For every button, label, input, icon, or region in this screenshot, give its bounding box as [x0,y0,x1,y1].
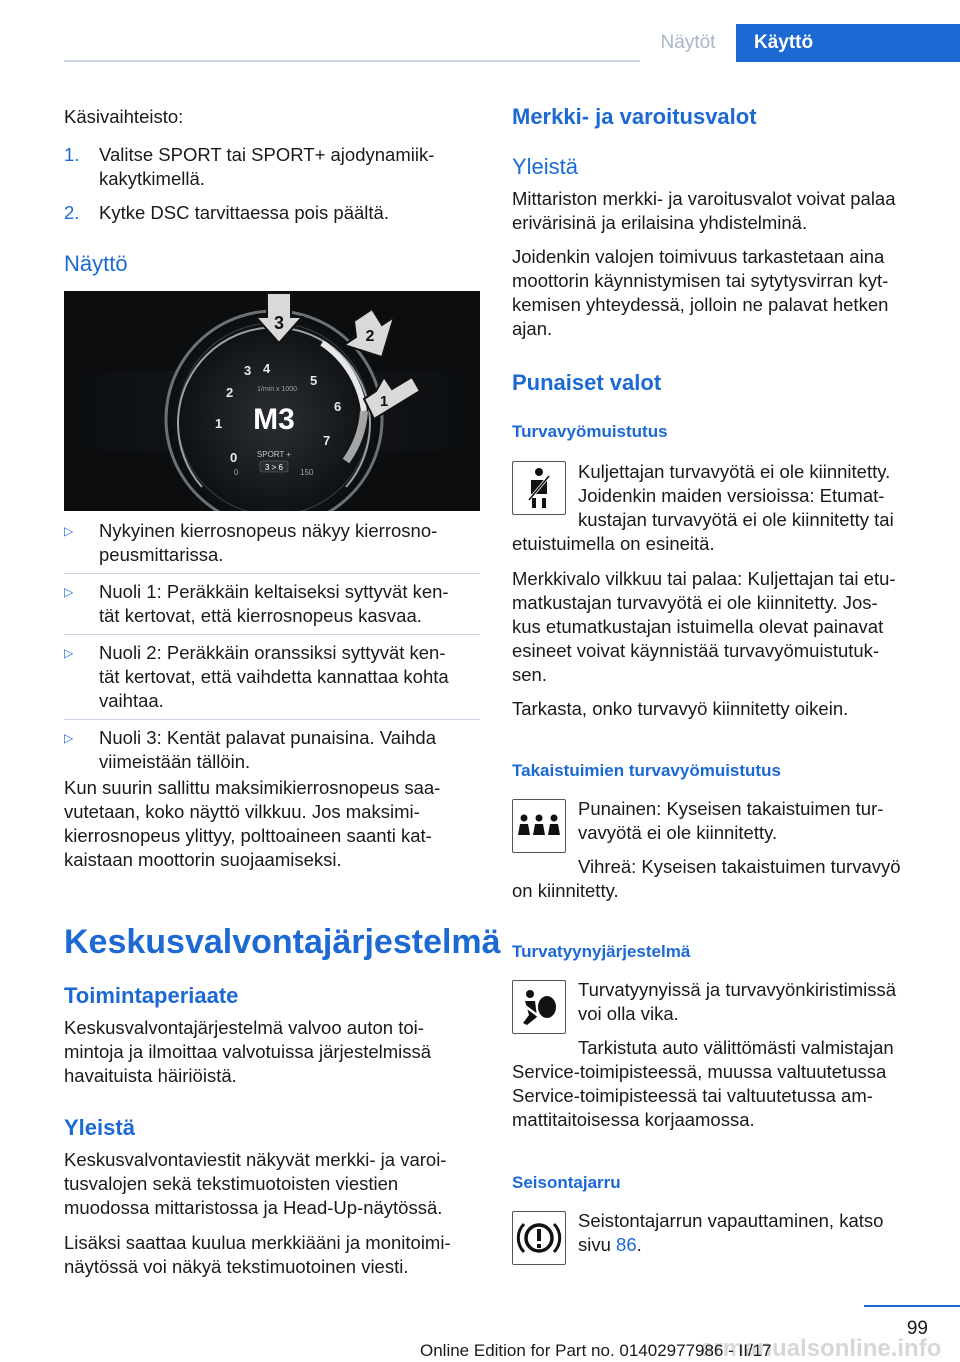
right-general-heading: Yleistä [512,154,579,179]
list-item: ▷ Nykyinen kierrosnopeus näkyy kierrosno‐ peusmittarissa. [64,520,438,565]
lights-paragraph-1: Mittariston merkki- ja varoitusvalot voivat palaa erivärisinä ja erilaisina yhdistelminä. [512,188,896,233]
seatbelt-paragraph: Merkkivalo vilkkuu tai palaa: Kuljettajan tai etu‐ matkustajan turvavyötä ei ole kiinnitetty. Jos‐ kus etumatkustajan istuimella olevat painavat esineet voivat käynnistää turvavyömuistutuk‐ sen. [512,568,896,685]
section-title: Keskusvalvontajärjestelmä [64,923,501,961]
seatbelt-description: Kuljettajan turvavyötä ei ole kiinnitetty. Joidenkin maiden versioissa: Etumat‐ kustajan turvavyötä ei ole kiinnitetty tai [578,461,894,530]
principle-heading: Toimintaperiaate [64,983,239,1008]
tick-label: 6 [334,399,342,414]
rear-red-description: Punainen: Kyseisen takaistuimen tur‐ vavyötä ei ole kiinnitetty. [578,798,884,843]
lights-paragraph-2: Joidenkin valojen toimivuus tarkastetaan aina moottorin käynnistymisen tai sytytysvirran kyt‐ kemisen yhteydessä, jolloin ne palavat hetken ajan. [512,246,889,339]
tab-kaytto[interactable]: Käyttö [736,24,960,62]
step-number: 1. [64,144,80,165]
seatbelt-warning-icon [512,461,566,515]
triangle-bullet-icon: ▷ [64,585,74,599]
parking-brake-heading: Seisontajarru [512,1173,621,1192]
watermark: armanualsonline.info [700,1335,942,1362]
parking-brake-icon [512,1211,566,1265]
arrow-label: 1 [379,393,389,410]
rear-green-description: Vihreä: Kyseisen takaistuimen turvavyö [578,856,901,877]
list-item: ▷ Nuoli 2: Peräkkäin oranssiksi syttyvät ken‐ tät kertovat, että vaihdetta kannattaa kohta vaihtaa. [64,642,449,711]
tick-label: 7 [323,433,331,448]
tick-label: 3 [244,363,252,378]
rear-green-description-wrap: on kiinnitetty. [512,880,619,901]
manual-gearbox-label: Käsivaihteisto: [64,106,184,127]
triangle-bullet-icon: ▷ [64,524,74,538]
general-paragraph-2: Lisäksi saattaa kuulua merkkiääni ja monitoimi‐ näytössä voi näkyä tekstimuotoinen viesti. [64,1232,451,1277]
general-heading: Yleistä [64,1115,135,1140]
edition-line: Online Edition for Part no. 01402977986 - II/17 [420,1341,772,1360]
airbag-description: Turvatyynyissä ja turvavyönkiristimissä voi olla vika. [578,979,897,1024]
airbag-service: Tarkistuta auto välittömästi valmistajan [578,1037,894,1058]
step-text: Kytke DSC tarvittaessa pois päältä. [99,202,389,223]
tick-label: 5 [310,373,318,388]
rear-seatbelt-icon [512,799,566,853]
speed-max: 150 [300,468,314,477]
max-rpm-paragraph: Kun suurin sallittu maksimikierrosnopeus saa‐ vutetaan, koko näyttö vilkkuu. Jos maksimi‐ kierrosnopeus ylittyy, polttoaineen saanti kat‐ kaistaan moottorin suojaamiseksi. [64,777,441,870]
parking-brake-ref: sivu 86. [578,1234,642,1255]
shift-hint: 3 > 6 [264,463,284,472]
bullet-list [64,519,480,774]
triangle-bullet-icon: ▷ [64,646,74,660]
seatbelt-heading: Turvavyömuistutus [512,422,668,441]
page-number: 99 [906,1318,928,1339]
tick-label: 0 [230,450,238,465]
seatbelt-description-wrap: etuistuimella on esineitä. [512,533,715,554]
tachometer-figure [64,291,480,511]
rpm-unit: 1/min x 1000 [257,386,298,393]
list-item: ▷ Nuoli 3: Kentät palavat punaisina. Vaihda viimeistään tällöin. [64,727,437,772]
arrow-label: 2 [365,328,375,345]
parking-brake-text: Seistontajarrun vapauttaminen, katso [578,1210,884,1231]
tick-label: 2 [226,385,234,400]
step-1 [64,143,480,191]
drive-mode: SPORT + [256,450,292,459]
speed-min: 0 [234,468,239,477]
airbag-warning-icon [512,980,566,1034]
display-heading: Näyttö [64,251,128,276]
gear-indicator: M3 [253,403,295,436]
general-paragraph-1: Keskusvalvontaviestit näkyvät merkki- ja varoi‐ tusvalojen sekä tekstimuotoisten viestien muodossa mittaristossa ja Head-Up-näytössä. [64,1149,447,1218]
tachometer-graphic [64,291,480,511]
footer-rule [864,1305,960,1307]
step-2 [64,201,480,225]
arrow-label: 3 [273,313,285,333]
step-text: Valitse SPORT tai SPORT+ ajodynamiik‐ [99,144,435,165]
list-item: ▷ Nuoli 1: Peräkkäin keltaiseksi syttyvät ken‐ tät kertovat, että kierrosnopeus kasvaa. [64,581,449,626]
seatbelt-check: Tarkasta, onko turvavyö kiinnitetty oikein. [512,698,849,719]
rear-seatbelt-heading: Takaistuimien turvavyömuistutus [512,761,781,780]
airbag-heading: Turvatyynyjärjestelmä [512,942,691,961]
tick-label: 4 [263,361,271,376]
tab-naytot[interactable]: Näytöt [640,24,736,62]
step-text: kakytkimellä. [99,168,205,189]
airbag-service-wrap: Service-toimipisteessä, muussa valtuutetussa Service-toimipisteessä tai valtuutetussa am‐ mattitaitoisessa korjaamossa. [512,1061,887,1130]
page-86-link[interactable]: 86 [616,1234,637,1255]
principle-paragraph: Keskusvalvontajärjestelmä valvoo auton toi‐ mintoja ja ilmoittaa valvotuissa järjestelmissä havaituista häiriöistä. [64,1017,432,1086]
tick-label: 1 [215,416,223,431]
triangle-bullet-icon: ▷ [64,731,74,745]
lights-heading: Merkki- ja varoitusvalot [512,104,757,129]
step-number: 2. [64,202,80,223]
red-lights-heading: Punaiset valot [512,370,662,395]
